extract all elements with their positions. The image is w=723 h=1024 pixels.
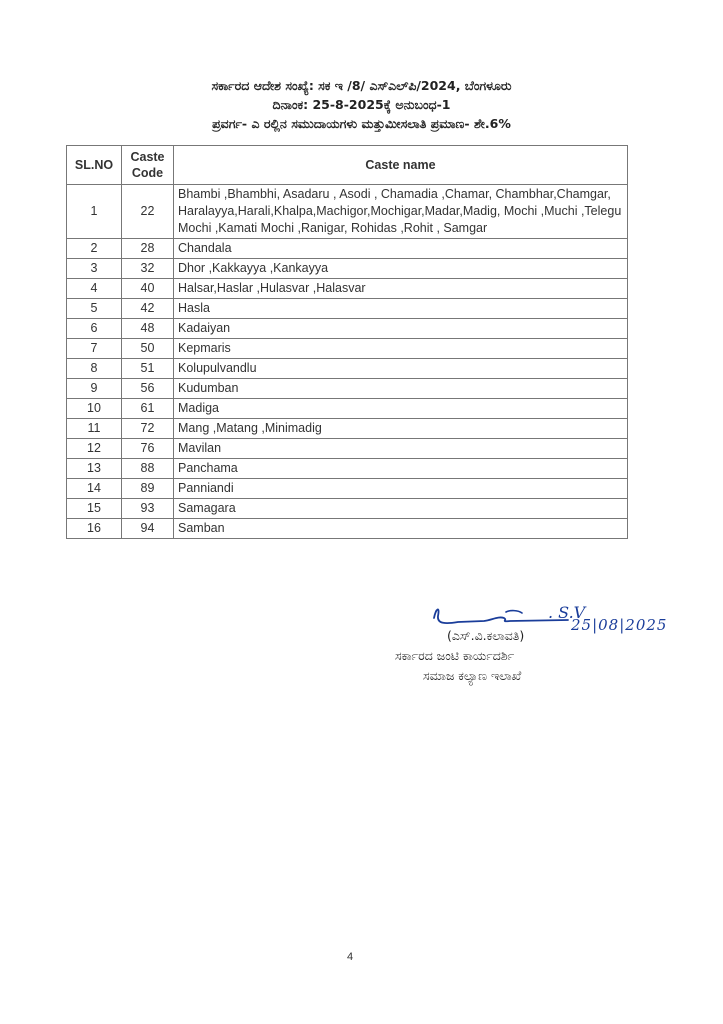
signatory-department: ಸಮಾಜ ಕಲ್ಯಾಣ ಇಲಾಖೆ — [423, 668, 522, 683]
table-row — [67, 519, 628, 539]
table-row — [67, 479, 628, 499]
cell-caste-code: 56 — [122, 379, 174, 399]
table-row — [67, 239, 628, 259]
cell-caste-name: Kadaiyan — [174, 319, 628, 339]
cell-caste-name: Kudumban — [174, 379, 628, 399]
cell-caste-name: Samagara — [174, 499, 628, 519]
table-header-row — [67, 146, 628, 185]
signature-date: 25|08|2025 — [571, 616, 668, 634]
cell-slno: 10 — [67, 399, 122, 419]
signatory-designation: ಸರ್ಕಾರದ ಜಂಟಿ ಕಾರ್ಯದರ್ಶಿ — [395, 648, 515, 663]
cell-slno: 3 — [67, 259, 122, 279]
table-row — [67, 459, 628, 479]
date-annexure-line: ದಿನಾಂಕ: 25-8-2025ಕ್ಕೆ ಅನುಬಂಧ-1 — [272, 97, 451, 112]
cell-caste-name: Panchama — [174, 459, 628, 479]
table-row — [67, 299, 628, 319]
cell-caste-code: 42 — [122, 299, 174, 319]
cell-caste-name: Dhor ,Kakkayya ,Kankayya — [174, 259, 628, 279]
cell-caste-code: 76 — [122, 439, 174, 459]
cell-caste-code: 93 — [122, 499, 174, 519]
cell-caste-name: Kolupulvandlu — [174, 359, 628, 379]
table-body — [67, 185, 628, 539]
signatory-block — [395, 626, 524, 686]
cell-caste-name: Bhambi ,Bhambhi, Asadaru , Asodi , Chamadia ,Chamar, Chambhar,Chamgar, Haralayya,Harali,Khalpa,Machigor,Mochigar,Madar,Madig, Mochi ,Muchi ,Telegu Mochi ,Kamati Mochi ,Ranigar, Rohidas ,Rohit , Samgar — [174, 185, 628, 239]
table-row — [67, 439, 628, 459]
table-row — [67, 259, 628, 279]
cell-caste-code: 50 — [122, 339, 174, 359]
cell-slno: 14 — [67, 479, 122, 499]
table-row — [67, 339, 628, 359]
cell-slno: 7 — [67, 339, 122, 359]
cell-caste-code: 94 — [122, 519, 174, 539]
cell-slno: 8 — [67, 359, 122, 379]
column-header-caste-name: Caste name — [174, 146, 628, 185]
cell-slno: 15 — [67, 499, 122, 519]
caste-table — [66, 145, 628, 539]
column-header-caste-code: Caste Code — [122, 146, 174, 185]
table-row — [67, 419, 628, 439]
cell-slno: 16 — [67, 519, 122, 539]
table-row — [67, 379, 628, 399]
cell-slno: 4 — [67, 279, 122, 299]
cell-caste-code: 28 — [122, 239, 174, 259]
cell-caste-code: 88 — [122, 459, 174, 479]
cell-caste-code: 48 — [122, 319, 174, 339]
cell-caste-code: 22 — [122, 185, 174, 239]
cell-slno: 6 — [67, 319, 122, 339]
cell-caste-code: 51 — [122, 359, 174, 379]
cell-slno: 13 — [67, 459, 122, 479]
cell-slno: 2 — [67, 239, 122, 259]
table-row — [67, 499, 628, 519]
cell-caste-name: Halsar,Haslar ,Hulasvar ,Halasvar — [174, 279, 628, 299]
cell-caste-code: 72 — [122, 419, 174, 439]
cell-caste-name: Chandala — [174, 239, 628, 259]
order-number-line: ಸರ್ಕಾರದ ಆದೇಶ ಸಂಖ್ಯೆ: ಸಕ ಇ /8/ ಎಸ್‌ಎಲ್‌ಪಿ/2024, ಬೆಂಗಳೂರು — [211, 78, 512, 93]
table-row — [67, 279, 628, 299]
cell-caste-name: Samban — [174, 519, 628, 539]
table-row — [67, 399, 628, 419]
cell-caste-code: 61 — [122, 399, 174, 419]
cell-caste-name: Panniandi — [174, 479, 628, 499]
cell-caste-name: Mavilan — [174, 439, 628, 459]
page-number: 4 — [346, 951, 354, 963]
signature-initials: . S.V — [548, 603, 586, 622]
cell-caste-name: Hasla — [174, 299, 628, 319]
cell-caste-name: Mang ,Matang ,Minimadig — [174, 419, 628, 439]
table-row — [67, 319, 628, 339]
cell-slno: 1 — [67, 185, 122, 239]
column-header-slno: SL.NO — [67, 146, 122, 185]
table-row — [67, 185, 628, 239]
document-header — [0, 76, 723, 133]
cell-caste-code: 89 — [122, 479, 174, 499]
signatory-name: (ಎಸ್.ವಿ.ಕಲಾವತಿ) — [447, 628, 525, 643]
cell-slno: 9 — [67, 379, 122, 399]
cell-caste-code: 40 — [122, 279, 174, 299]
cell-slno: 11 — [67, 419, 122, 439]
cell-caste-name: Kepmaris — [174, 339, 628, 359]
cell-caste-name: Madiga — [174, 399, 628, 419]
cell-slno: 5 — [67, 299, 122, 319]
table-row — [67, 359, 628, 379]
category-line: ಪ್ರವರ್ಗ- ಎ ರಲ್ಲಿನ ಸಮುದಾಯಗಳು ಮತ್ತುಮೀಸಲಾತಿ ಪ್ರಮಾಣ- ಶೇ.6% — [212, 116, 511, 131]
cell-slno: 12 — [67, 439, 122, 459]
cell-caste-code: 32 — [122, 259, 174, 279]
